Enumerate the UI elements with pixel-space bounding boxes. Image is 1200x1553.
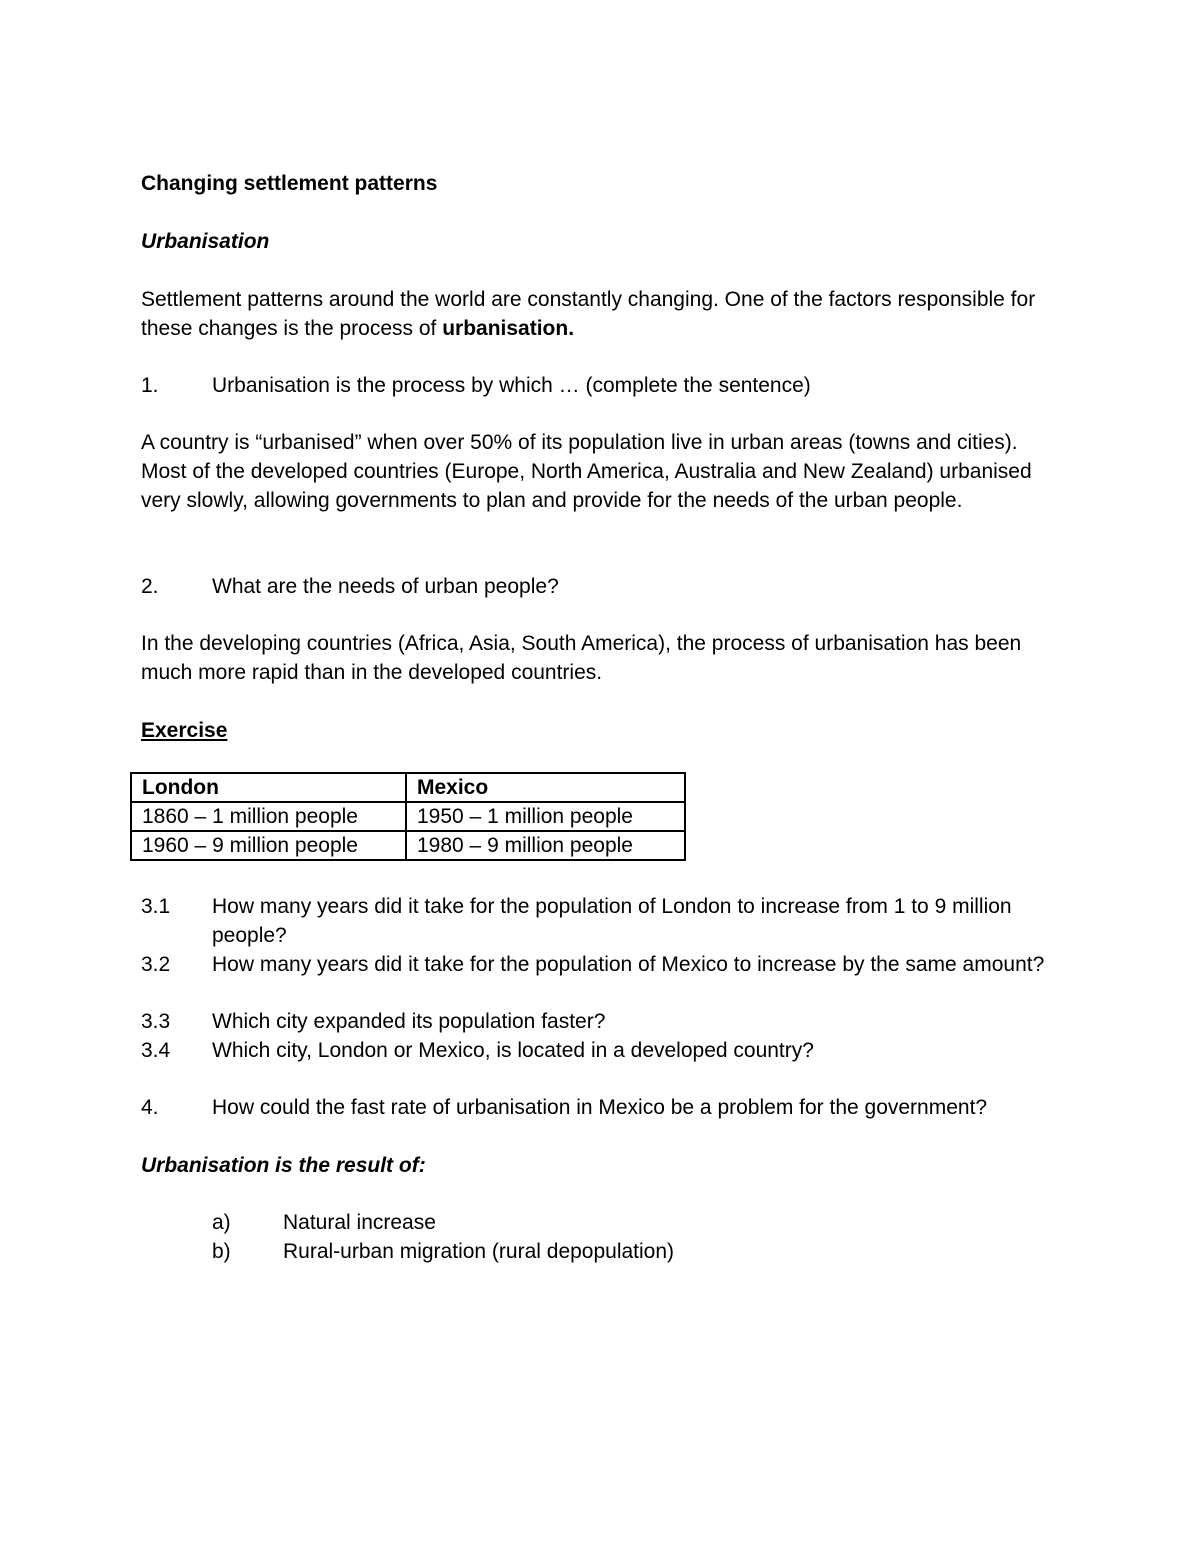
result-heading: Urbanisation is the result of: [141, 1154, 426, 1177]
table-header-row [131, 773, 685, 802]
question-2 [141, 573, 1061, 602]
cause-letter: a) [212, 1211, 231, 1234]
question-number: 1. [141, 374, 159, 397]
urbanised-paragraph: A country is “urbanised” when over 50% of its population live in urban areas (towns and cities). Most of the developed countries (Europe, North America, Australia and New Zealand) urbanised very slowly, allowing governments to plan and provide for the needs of the urban people. [141, 431, 1032, 512]
cause-text: Natural increase [283, 1211, 436, 1234]
table-cell: 1960 – 9 million people [131, 831, 406, 860]
exercise-heading: Exercise [141, 719, 228, 742]
table-row [131, 802, 685, 831]
population-table [130, 772, 686, 861]
question-4 [141, 1094, 1061, 1123]
question-text: Urbanisation is the process by which … (complete the sentence) [212, 374, 811, 397]
table-header-london: London [131, 773, 406, 802]
cause-text: Rural-urban migration (rural depopulation) [283, 1240, 675, 1263]
section-heading-urbanisation: Urbanisation [141, 230, 270, 253]
question-3-1 [141, 893, 1061, 951]
intro-bold-term: urbanisation. [442, 316, 575, 340]
intro-paragraph [141, 286, 1061, 344]
intro-text: Settlement patterns around the world are constantly changing. One of the factors responsible for these changes is the process of [141, 288, 1036, 340]
question-number: 2. [141, 575, 159, 598]
question-text: How many years did it take for the population of Mexico to increase by the same amount? [212, 953, 1045, 976]
table-row [131, 831, 685, 860]
cause-a [212, 1209, 1072, 1238]
question-3-3 [141, 1008, 1061, 1037]
question-3-2 [141, 951, 1061, 980]
question-text: What are the needs of urban people? [212, 575, 559, 598]
cause-letter: b) [212, 1240, 231, 1263]
question-number: 3.1 [141, 895, 171, 918]
table-cell: 1860 – 1 million people [131, 802, 406, 831]
table-cell: 1980 – 9 million people [406, 831, 685, 860]
question-text: How could the fast rate of urbanisation in Mexico be a problem for the government? [212, 1096, 988, 1119]
question-number: 3.3 [141, 1010, 171, 1033]
question-text: How many years did it take for the population of London to increase from 1 to 9 million people? [212, 895, 1012, 947]
document-title: Changing settlement patterns [141, 172, 438, 195]
question-number: 4. [141, 1096, 159, 1119]
question-text: Which city, London or Mexico, is located in a developed country? [212, 1039, 814, 1062]
developing-countries-paragraph: In the developing countries (Africa, Asia, South America), the process of urbanisation has been much more rapid than in the developed countries. [141, 632, 1022, 684]
question-3-4 [141, 1037, 1061, 1066]
question-number: 3.2 [141, 953, 171, 976]
question-text: Which city expanded its population faster? [212, 1010, 606, 1033]
table-header-mexico: Mexico [406, 773, 685, 802]
question-1 [141, 372, 1061, 401]
question-number: 3.4 [141, 1039, 171, 1062]
table-cell: 1950 – 1 million people [406, 802, 685, 831]
cause-b [212, 1238, 1072, 1267]
